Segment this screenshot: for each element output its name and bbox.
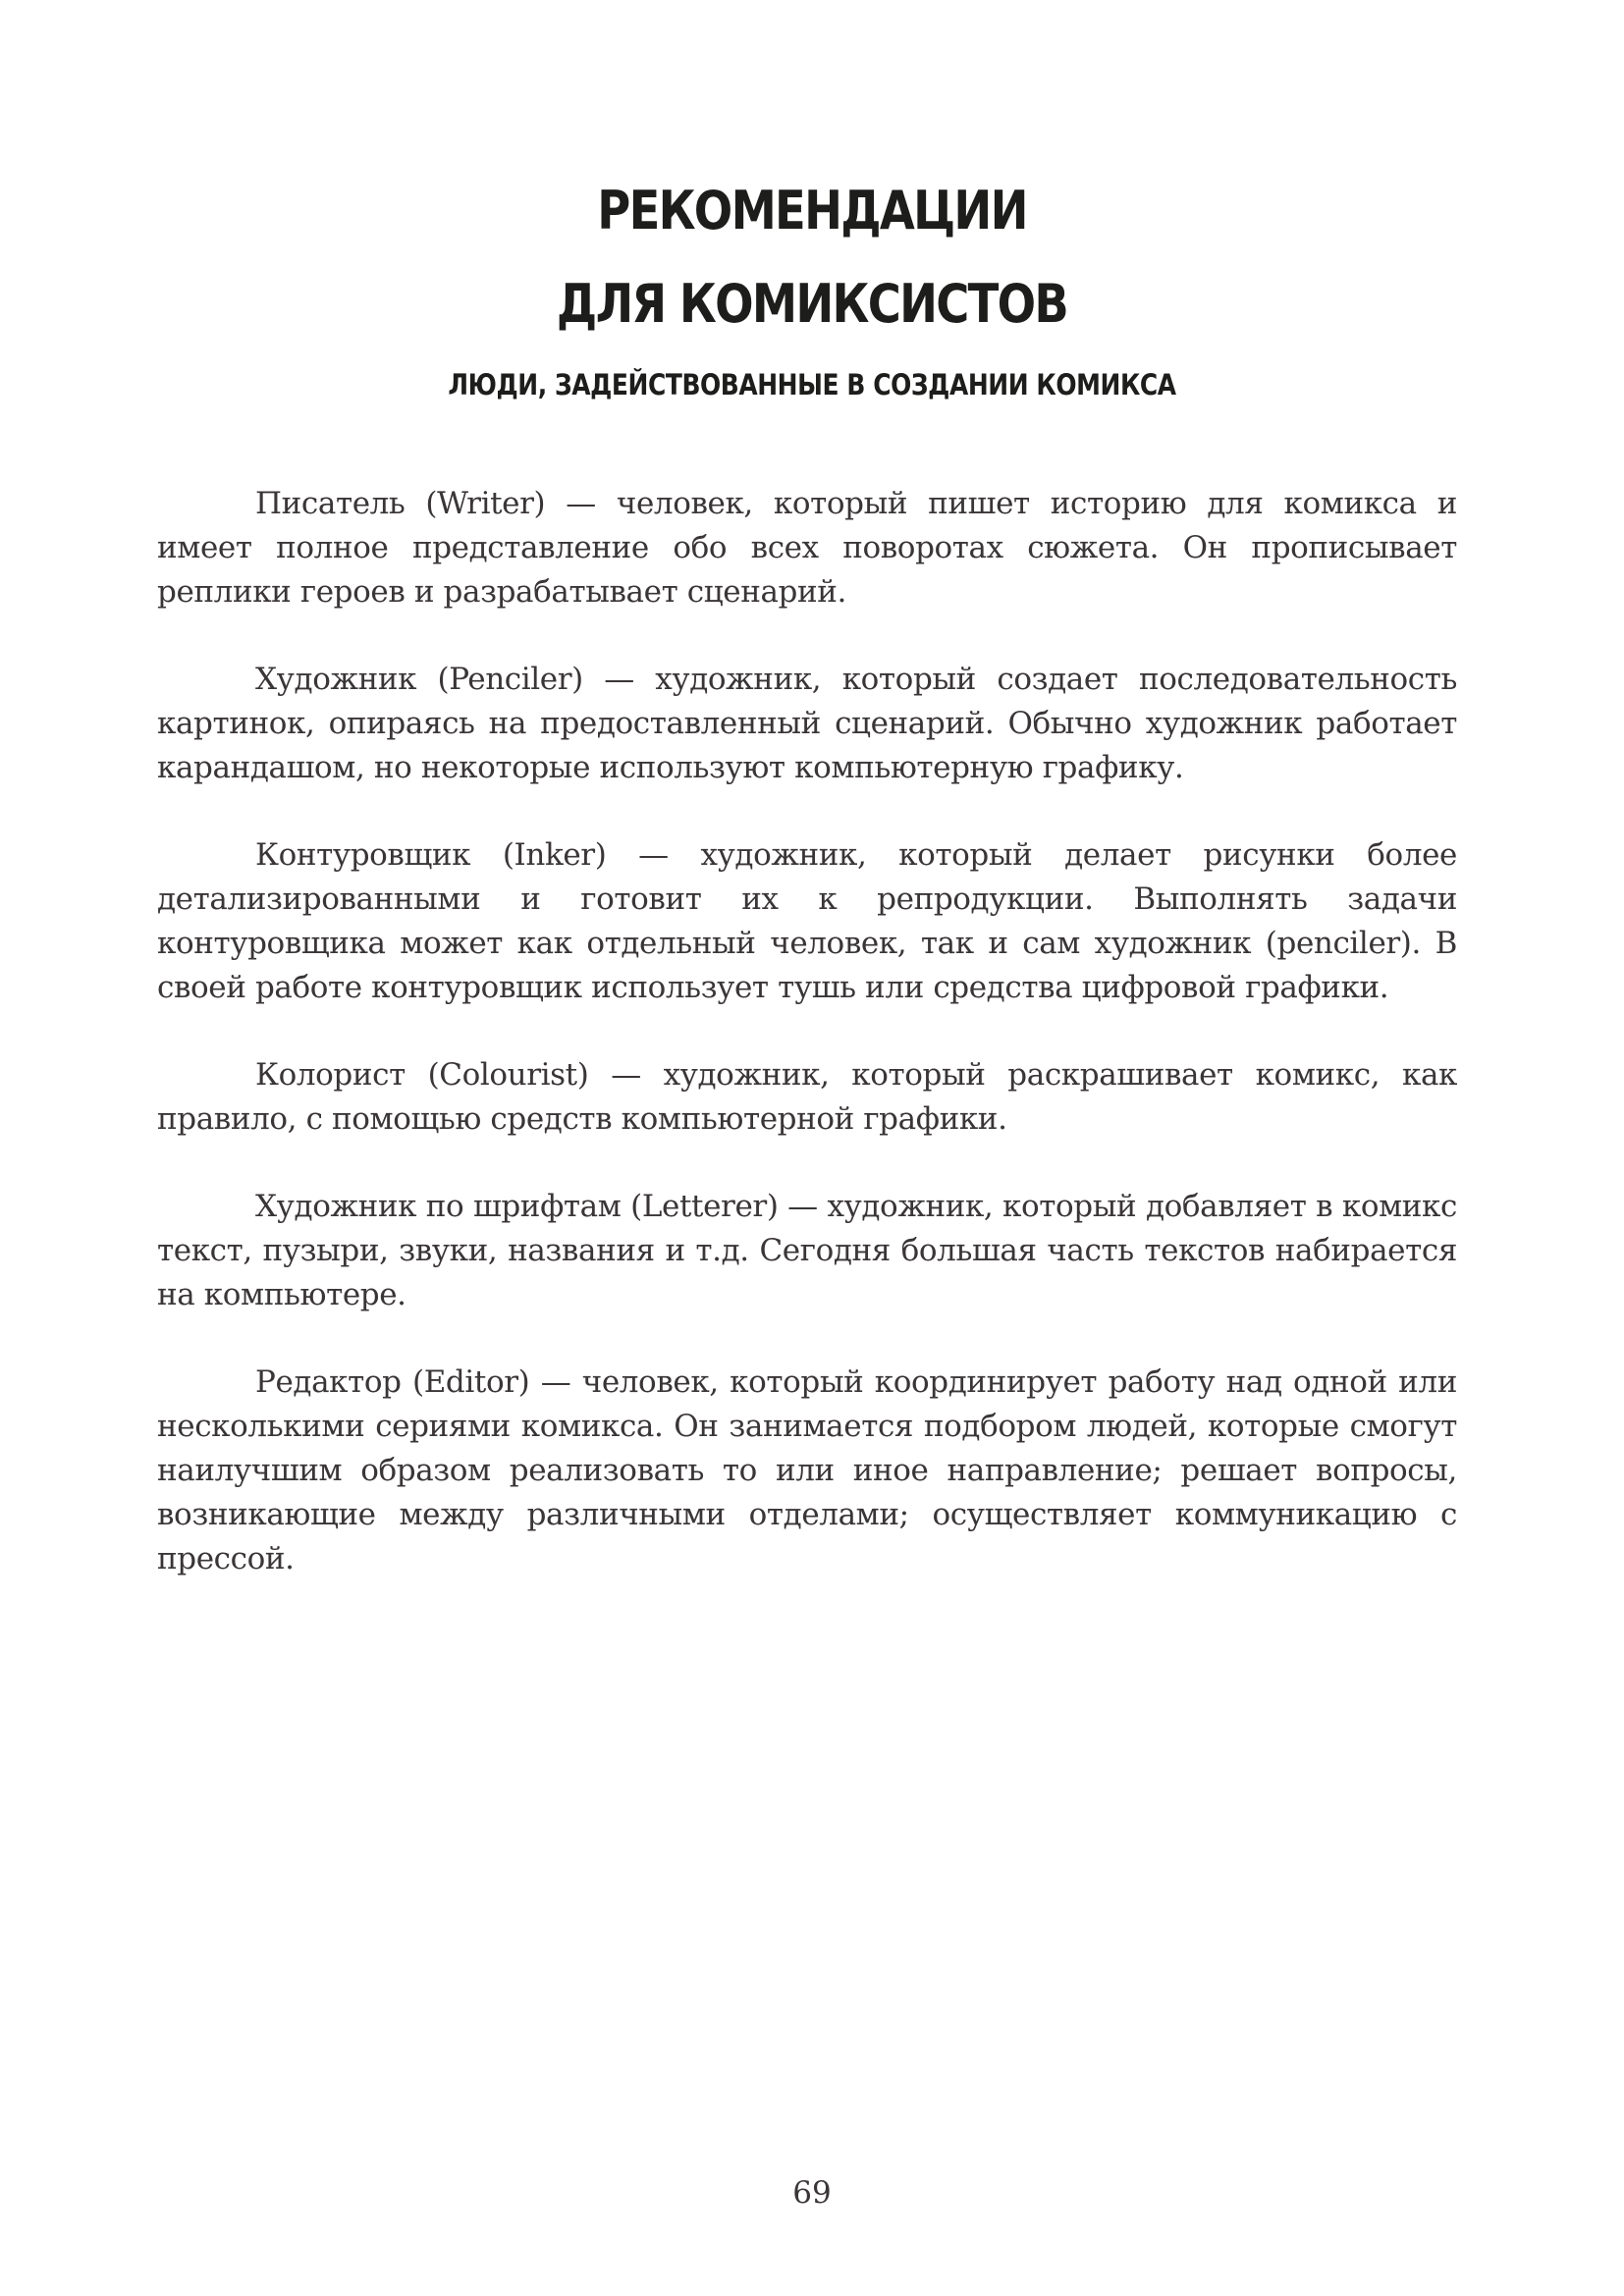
paragraph-writer: Писатель (Writer) — человек, который пишет историю для комикса и имеет полное представление обо всех поворотах сюжета. Он прописывает реплики героев и разрабатывает сценарий.: [157, 486, 1457, 610]
page-number: 69: [792, 2175, 832, 2211]
paragraph-editor: Редактор (Editor) — человек, который координирует работу над одной или несколькими сериями комикса. Он занимается подбором людей, которые смогут наилучшим образом реализовать то или иное направление; решает вопросы, возникающие между различными отделами; осуществляет коммуникацию с прессой.: [157, 1364, 1457, 1576]
paragraph-letterer: Художник по шрифтам (Letterer) — художник, который добавляет в комикс текст, пузыри, звуки, названия и т.д. Сегодня большая часть текстов набирается на компьютере.: [157, 1189, 1457, 1312]
page-title-line-1: РЕКОМЕНДАЦИИ: [597, 180, 1027, 241]
page-title-line-2: ДЛЯ КОМИКСИСТОВ: [556, 273, 1068, 335]
paragraph-penciler: Художник (Penciler) — художник, который создает последовательность картинок, опираясь на предоставленный сценарий. Обычно художник работает карандашом, но некоторые используют компьютерную графику.: [157, 662, 1457, 785]
paragraph-colourist: Колорист (Colourist) — художник, который раскрашивает комикс, как правило, с помощью средств компьютерной графики.: [157, 1057, 1457, 1137]
body-text: [157, 482, 1457, 1625]
paragraph-inker: Контуровщик (Inker) — художник, который делает рисунки более детализированными и готовит их к репродукции. Выполнять задачи контуровщика может как отдельный человек, так и сам художник (penciler). В своей работе контуровщик использует тушь или средства цифровой графики.: [157, 837, 1457, 1005]
page-subtitle: ЛЮДИ, ЗАДЕЙСТВОВАННЫЕ В СОЗДАНИИ КОМИКСА: [448, 368, 1176, 401]
